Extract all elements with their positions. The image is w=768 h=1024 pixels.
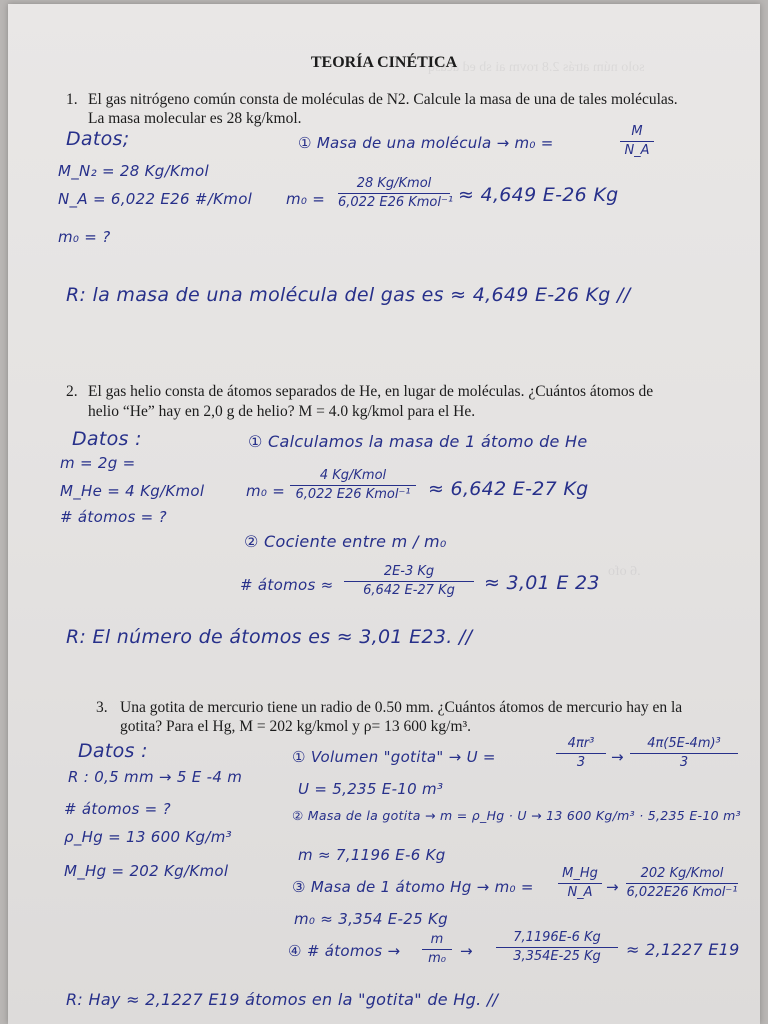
problem-1-text-line-1: El gas nitrógeno común consta de moléculas de N2. Calcule la masa de una de tales moléculas.	[88, 91, 678, 108]
problem-1-number: 1.	[66, 91, 78, 108]
p3-step-3-fraction-b	[626, 866, 738, 901]
p2-unknown-atoms: # átomos = ?	[60, 508, 167, 526]
fraction-numerator: 4π(5E-4m)³	[647, 736, 721, 751]
p3-answer: R: Hay ≈ 2,1227 E19 átomos en la "gotita" de Hg. //	[66, 990, 499, 1009]
fraction-numerator: 28 Kg/Kmol	[356, 176, 432, 191]
p3-step-3-result: m₀ ≈ 3,354 E-25 Kg	[294, 910, 448, 928]
fraction-numerator: 202 Kg/Kmol	[640, 866, 724, 881]
p3-step-4-fraction-b	[496, 930, 618, 965]
fraction-denominator: 6,022E26 Kmol⁻¹	[626, 885, 738, 900]
fraction-numerator: M_Hg	[562, 866, 598, 881]
fraction-denominator: 6,022 E26 Kmol⁻¹	[338, 195, 454, 210]
p1-datos-heading: Datos;	[66, 128, 130, 150]
fraction-bar	[290, 485, 416, 486]
p2-step-1: ① Calculamos la masa de 1 átomo de He	[248, 432, 588, 451]
p1-calc-result: ≈ 4,649 E-26 Kg	[458, 184, 619, 206]
p3-step-1: ① Volumen "gotita" → U =	[292, 748, 496, 766]
fraction-numerator: m	[430, 932, 444, 947]
p2-datos-heading: Datos :	[72, 428, 142, 450]
problem-2-text-line-1: El gas helio consta de átomos separados de He, en lugar de moléculas. ¿Cuántos átomos de	[88, 383, 654, 400]
p1-calc-fraction	[338, 176, 454, 211]
p1-calc-lhs: m₀ =	[286, 190, 326, 208]
p1-given-avogadro: N_A = 6,022 E26 #/Kmol	[58, 190, 253, 208]
p3-given-molar-mass: M_Hg = 202 Kg/Kmol	[64, 862, 229, 880]
p3-datos-heading: Datos :	[78, 740, 148, 762]
p3-step-2: ② Masa de la gotita → m = ρ_Hg · U → 13 600 Kg/m³ · 5,235 E-10 m³	[292, 808, 741, 823]
p3-step-4: ④ # átomos →	[288, 942, 401, 960]
fraction-denominator: 3,354E-25 Kg	[513, 949, 601, 964]
p2-calc-1-result: ≈ 6,642 E-27 Kg	[428, 478, 589, 500]
p1-given-molar-mass: M_N₂ = 28 Kg/Kmol	[58, 162, 209, 180]
fraction-bar	[630, 753, 738, 754]
arrow-icon: →	[460, 942, 473, 960]
fraction-numerator: M	[631, 124, 643, 139]
p2-step-2: ② Cociente entre m / m₀	[244, 532, 447, 551]
fraction-denominator: 3	[576, 755, 586, 770]
problem-2-text-line-2: helio “He” hay en 2,0 g de helio? M = 4.0 kg/kmol para el He.	[88, 403, 476, 420]
p3-step-1-result: U = 5,235 E-10 m³	[298, 780, 444, 798]
p2-calc-2-lhs: # átomos ≈	[240, 576, 334, 594]
fraction-bar	[338, 193, 450, 194]
worksheet-page	[8, 4, 760, 1024]
p1-unknown-mass: m₀ = ?	[58, 228, 111, 246]
problem-1-text-line-2: La masa molecular es 28 kg/kmol.	[88, 110, 302, 127]
p1-step-1-fraction	[620, 124, 654, 159]
p2-calc-2-result: ≈ 3,01 E 23	[484, 572, 600, 594]
p1-answer: R: la masa de una molécula del gas es ≈ 4,649 E-26 Kg //	[66, 284, 631, 306]
p3-step-3-fraction-a	[558, 866, 602, 901]
problem-3-number: 3.	[96, 699, 108, 716]
fraction-bar	[558, 883, 602, 884]
p3-step-4-result: ≈ 2,1227 E19	[626, 940, 740, 959]
fraction-bar	[626, 883, 738, 884]
fraction-numerator: 4πr³	[567, 736, 595, 751]
fraction-numerator: 4 Kg/Kmol	[319, 468, 387, 483]
p2-given-molar-mass: M_He = 4 Kg/Kmol	[60, 482, 205, 500]
arrow-icon: →	[606, 878, 619, 896]
fraction-denominator: 6,642 E-27 Kg	[363, 583, 455, 598]
page-title: TEORÍA CINÉTICA	[310, 54, 458, 71]
problem-3-text-line-1: Una gotita de mercurio tiene un radio de 0.50 mm. ¿Cuántos átomos de mercurio hay en la	[120, 699, 683, 716]
p3-step-1-fraction-b	[630, 736, 738, 771]
fraction-denominator: 3	[679, 755, 689, 770]
fraction-bar	[496, 947, 618, 948]
fraction-denominator: N_A	[567, 885, 593, 900]
fraction-bar	[422, 949, 452, 950]
fraction-numerator: 7,1196E-6 Kg	[513, 930, 601, 945]
p2-calc-1-fraction	[290, 468, 416, 503]
p3-unknown-atoms: # átomos = ?	[64, 800, 171, 818]
problem-3-text-line-2: gotita? Para el Hg, M = 202 kg/kmol y ρ= 13 600 kg/m³.	[120, 718, 472, 735]
fraction-denominator: m₀	[428, 951, 446, 966]
p3-given-density: ρ_Hg = 13 600 Kg/m³	[64, 828, 232, 846]
p2-calc-1-lhs: m₀ =	[246, 482, 286, 500]
p1-step-1: ① Masa de una molécula → m₀ =	[298, 134, 554, 152]
fraction-bar	[620, 141, 654, 142]
fraction-denominator: 6,022 E26 Kmol⁻¹	[295, 487, 411, 502]
fraction-denominator: N_A	[624, 143, 650, 158]
arrow-icon: →	[611, 748, 624, 766]
bleed-through-text: .6 ofo	[608, 564, 641, 579]
p3-given-radius: R : 0,5 mm → 5 E -4 m	[68, 768, 243, 786]
p2-given-mass: m = 2g =	[60, 454, 136, 472]
p2-answer: R: El número de átomos es ≈ 3,01 E23. //	[66, 626, 473, 648]
p3-step-4-fraction-a	[422, 932, 452, 967]
p3-step-2-result: m ≈ 7,1196 E-6 Kg	[298, 846, 446, 864]
p3-step-3: ③ Masa de 1 átomo Hg → m₀ =	[292, 878, 534, 896]
fraction-numerator: 2E-3 Kg	[383, 564, 435, 579]
fraction-bar	[344, 581, 474, 582]
p3-step-1-fraction-a	[556, 736, 606, 771]
fraction-bar	[556, 753, 606, 754]
p2-calc-2-fraction	[344, 564, 474, 599]
bleed-through-text: solo núm atrás 2.8 rovm ai sb ed acasq	[428, 60, 645, 75]
problem-2-number: 2.	[66, 383, 78, 400]
